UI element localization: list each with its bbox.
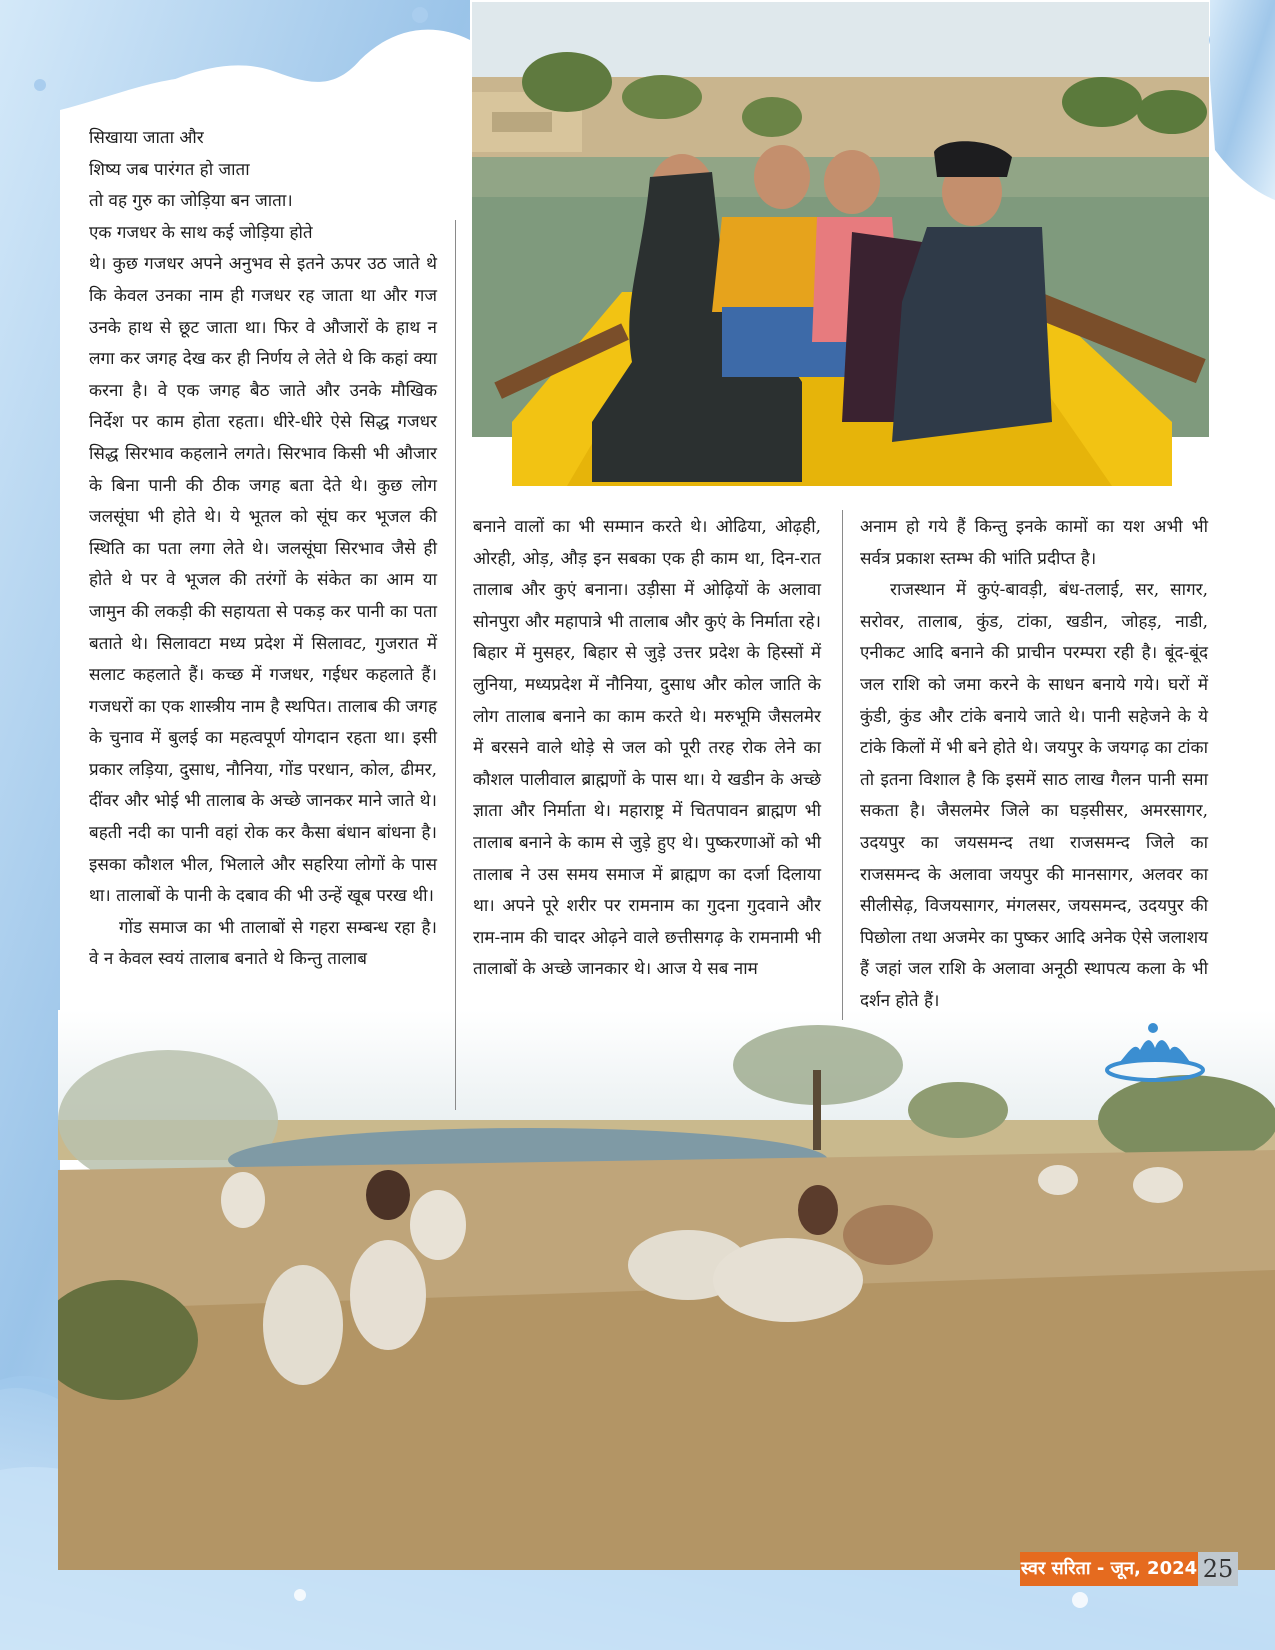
article-column-1 xyxy=(89,123,437,976)
col1-paragraph-2: गोंड समाज का भी तालाबों से गहरा सम्बन्ध रहा है। वे न केवल स्वयं तालाब बनाते थे किन्तु तालाब xyxy=(89,917,437,970)
col1-intro-line: सिखाया जाता और xyxy=(89,128,204,148)
col1-intro-line: तो वह गुरु का जोड़िया बन जाता। xyxy=(89,191,293,212)
col3-paragraph-1: अनाम हो गये हैं किन्तु इनके कामों का यश अभी भी सर्वत्र प्रकाश स्तम्भ की भांति प्रदीप्त है। xyxy=(860,517,1208,569)
article-column-2 xyxy=(473,512,821,986)
col2-paragraph-1: बनाने वालों का भी सम्मान करते थे। ओढिया, ओढ़ही, ओरही, ओड़, औड़ इन सबका एक ही काम था, दिन-रात तालाब और कुएं बनाना। उड़ीसा में ओढ़ियों के अलावा सोनपुरा और महापात्रे भी तालाब और कुएं के निर्माता रहे। बिहार में मुसहर, बिहार से जुड़े उत्तर प्रदेश के हिस्सों में लुनिया, मध्यप्रदेश में नौनिया, दुसाध और कोल जाति के लोग तालाब बनाने का काम करते थे। मरुभूमि जैसलमेर में बरसने वाले थोड़े से जल को पूरी तरह रोक लेने का कौशल पालीवाल ब्राह्मणों के पास था। ये खडीन के अच्छे ज्ञाता और निर्माता थे। महाराष्ट्र में चितपावन ब्राह्मण भी तालाब बनाने के काम से जुड़े हुए थे। पुष्करणाओं को भी तालाब ने उस समय समाज में ब्राह्मण का दर्जा दिलाया था। अपने पूरे शरीर पर रामनाम का गुदना गुदवाने और राम-नाम की चादर ओढ़ने वाले छत्तीसगढ़ के रामनामी भी तालाबों के अच्छे जानकार थे। आज ये सब नाम xyxy=(473,517,821,980)
col3-paragraph-2: राजस्थान में कुएं-बावड़ी, बंध-तलाई, सर, सागर, सरोवर, तालाब, कुंड, टांका, खडीन, जोहड़, नाडी, एनीकट आदि बनाने की प्राचीन परम्परा रही है। बूंद-बूंद जल राशि को जमा करने के साधन बनाये गये। घरों में कुंडी, कुंड और टांके बनाये जाते थे। पानी सहेजने के ये टांके किलों में भी बने होते थे। जयपुर के जयगढ़ का टांका तो इतना विशाल है कि इसमें साठ लाख गैलन पानी समा सकता है। जैसलमेर जिले का घड़सीसर, अमरसागर, उदयपुर का जयसमन्द तथा राजसमन्द जिले का राजसमन्द के अलावा जयपुर की मानसागर, अलवर का सीलीसेढ़, विजयसागर, मंगलसर, जयसमन्द, उदयपुर की पिछोला तथा अजमेर का पुष्कर आदि अनेक ऐसे जलाशय हैं जहां जल राशि के अलावा अनूठी स्थापत्य कला के भी दर्शन होते हैं। xyxy=(860,580,1208,1011)
water-splash-icon xyxy=(1100,1020,1210,1090)
article-column-3 xyxy=(860,512,1208,1018)
column-divider-left xyxy=(455,220,456,1110)
page-number: 25 xyxy=(1198,1552,1238,1586)
column-divider-right xyxy=(842,510,843,1020)
boat-lake-photo xyxy=(472,2,1209,486)
desert-pond-sheep-photo xyxy=(58,1010,1275,1570)
magazine-footer-label: स्वर सरिता - जून, 2024 xyxy=(1020,1552,1198,1586)
col1-intro-line: शिष्य जब पारंगत हो जाता xyxy=(89,159,250,180)
col1-intro-line: एक गजधर के साथ कई जोड़िया होते xyxy=(89,222,313,243)
col1-paragraph-1: थे। कुछ गजधर अपने अनुभव से इतने ऊपर उठ जाते थे कि केवल उनका नाम ही गजधर रह जाता था और गज उनके हाथ से छूट जाता था। फिर वे औजारों के हाथ न लगा कर जगह देख कर ही निर्णय ले लेते थे कि कहां क्या करना है। वे एक जगह बैठ जाते और उनके मौखिक निर्देश पर काम होता रहता। धीरे-धीरे ऐसे सिद्ध गजधर सिद्ध सिरभाव कहलाने लगते। सिरभाव किसी भी औजार के बिना पानी की ठीक जगह बता देते थे। कुछ लोग जलसूंघा भी होते थे। ये भूतल को सूंघ कर भूजल की स्थिति का पता लगा लेते थे। जलसूंघा सिरभाव जैसे ही होते थे पर वे भूजल की तरंगों के संकेत का आम या जामुन की लकड़ी की सहायता से पकड़ कर पानी का पता बताते थे। सिलावटा मध्य प्रदेश में सिलावट, गुजरात में सलाट कहलाते हैं। कच्छ में गजधर, गईधर कहलाते हैं। गजधरों का एक शास्त्रीय नाम है स्थपित। तालाब की जगह के चुनाव में बुलई का महत्वपूर्ण योगदान रहता था। इसी प्रकार लड़िया, दुसाध, नौनिया, गोंड परधान, कोल, ढीमर, दींवर और भोई भी तालाब के अच्छे जानकर माने जाते थे। बहती नदी का पानी वहां रोक कर कैसा बंधान बांधना है। इसका कौशल भील, भिलाले और सहरिया लोगों के पास था। तालाबों के पानी के दबाव की भी उन्हें खूब परख थी। xyxy=(89,254,437,907)
